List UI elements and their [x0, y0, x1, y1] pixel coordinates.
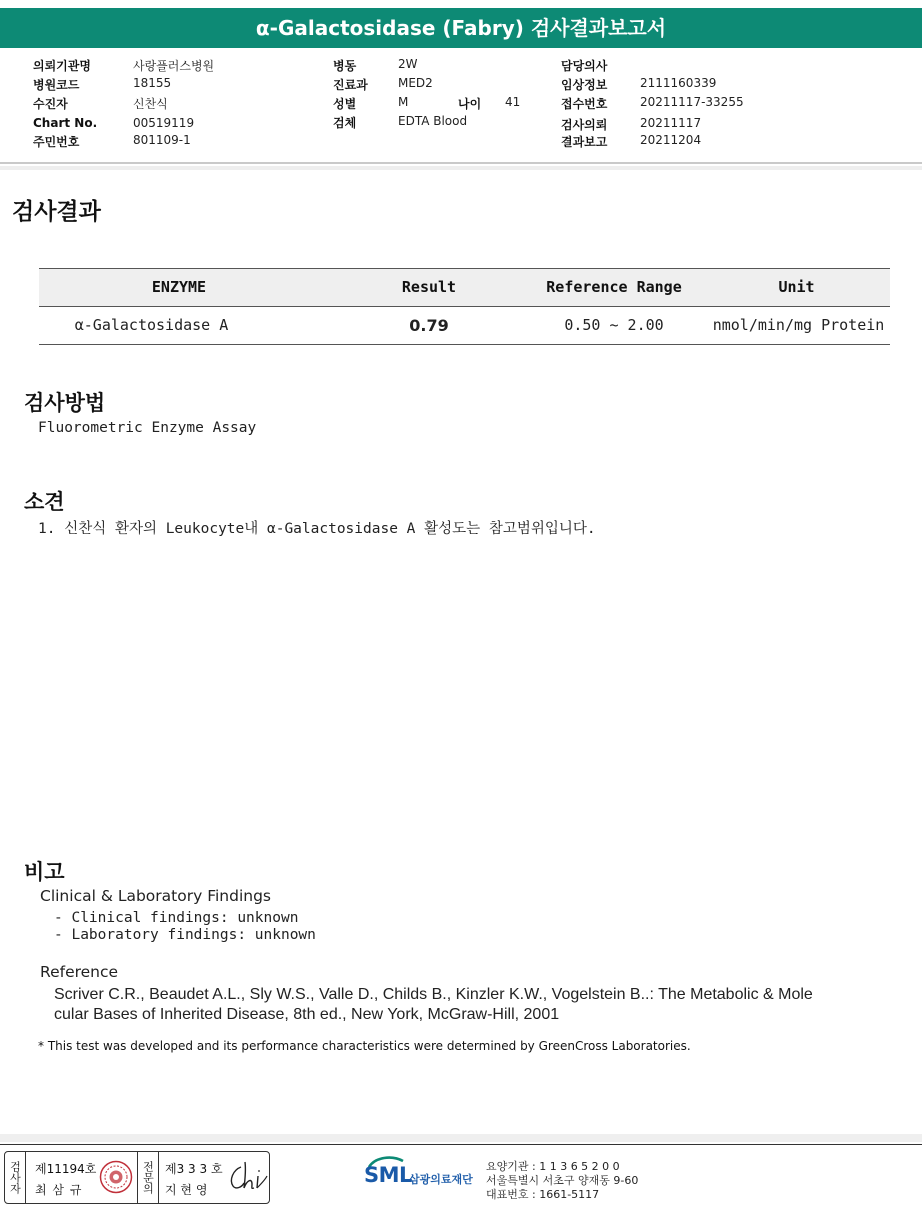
sml-logo [364, 1155, 484, 1197]
sml-logo-text: SML [364, 1163, 412, 1187]
reference-line-1: Scriver C.R., Beaudet A.L., Sly W.S., Valle D., Childs B., Kinzler K.W., Vogelstein B..: The Metabolic & Mole [54, 986, 813, 1003]
info-label: 검사의뢰 [561, 118, 608, 132]
signature-box [4, 1151, 270, 1204]
tester-name: 최 삼 규 [35, 1183, 83, 1197]
finding-laboratory: - Laboratory findings: unknown [54, 927, 316, 943]
disclaimer-note: * This test was developed and its performance characteristics were determined by GreenCross Laboratories. [38, 1039, 691, 1053]
info-label: 진료과 [333, 78, 368, 92]
tester-label: 검사자 [5, 1152, 26, 1203]
remarks-heading: 비고 [24, 860, 65, 884]
method-heading: 검사방법 [24, 391, 106, 415]
table-row [39, 307, 890, 345]
method-text: Fluorometric Enzyme Assay [38, 420, 257, 436]
cell-reference-range: 0.50 ~ 2.00 [564, 316, 664, 334]
info-value: 사랑플러스병원 [133, 59, 215, 73]
report-title: α-Galactosidase (Fabry) 검사결과보고서 [0, 8, 922, 48]
footer-institution-code: 요양기관 : 1 1 3 6 5 2 0 0 [486, 1160, 620, 1173]
info-label: 의뢰기관명 [33, 59, 91, 73]
cell-enzyme: α-Galactosidase A [74, 316, 229, 334]
info-label: Chart No. [33, 116, 98, 130]
opinion-heading: 소견 [24, 490, 65, 514]
age-label: 나이 [458, 97, 482, 111]
info-value: 18155 [133, 76, 172, 90]
info-value: M [398, 95, 409, 109]
finding-clinical: - Clinical findings: unknown [54, 910, 299, 926]
reference-line-2: cular Bases of Inherited Disease, 8th ed., New York, McGraw-Hill, 2001 [54, 1006, 560, 1023]
confirmer-label: 전문의 [137, 1152, 159, 1203]
signature-icon [225, 1158, 269, 1194]
info-value: 20211117 [640, 116, 702, 130]
info-value: 801109-1 [133, 133, 191, 147]
reference-title: Reference [40, 963, 119, 981]
info-label: 담당의사 [561, 59, 608, 73]
info-label: 성별 [333, 97, 357, 111]
info-value: 20211117-33255 [640, 95, 744, 109]
patient-info [0, 0, 922, 160]
info-label: 결과보고 [561, 135, 608, 149]
info-label: 검체 [333, 116, 357, 130]
table-header [39, 268, 890, 307]
info-value: 2W [398, 57, 418, 71]
info-value: 20211204 [640, 133, 702, 147]
footer-phone: 대표번호 : 1661-5117 [486, 1188, 600, 1201]
header-result: Result [401, 278, 457, 296]
header-enzyme: ENZYME [151, 278, 207, 296]
info-label: 임상정보 [561, 78, 608, 92]
info-value: 2111160339 [640, 76, 717, 90]
info-value: MED2 [398, 76, 433, 90]
age-value: 41 [505, 95, 521, 109]
tester-license-no: 제11194호 [35, 1162, 97, 1176]
info-label: 주민번호 [33, 135, 80, 149]
results-heading: 검사결과 [12, 199, 101, 225]
info-value: 00519119 [133, 116, 195, 130]
official-seal-icon [99, 1160, 133, 1194]
footer-rule [0, 1144, 922, 1145]
info-label: 병동 [333, 59, 357, 73]
confirmer-license-no: 제3 3 3 호 [165, 1162, 223, 1176]
header-unit: Unit [778, 278, 815, 296]
info-label: 병원코드 [33, 78, 80, 92]
opinion-text: 1. 신찬식 환자의 Leukocyte내 α-Galactosidase A 활성도는 참고범위입니다. [38, 521, 596, 537]
info-label: 수진자 [33, 97, 68, 111]
footer-address: 서울특별시 서초구 양재동 9-60 [486, 1174, 639, 1187]
results-table [39, 268, 890, 345]
confirmer-name: 지 현 영 [165, 1183, 208, 1197]
info-value: 신찬식 [133, 97, 168, 111]
info-value: EDTA Blood [398, 114, 468, 128]
findings-title: Clinical & Laboratory Findings [40, 887, 271, 905]
cell-unit: nmol/min/mg Protein [712, 316, 885, 334]
cell-result: 0.79 [409, 316, 449, 335]
info-label: 접수번호 [561, 97, 608, 111]
info-divider [0, 162, 922, 164]
sml-org-name: 삼광의료재단 [409, 1173, 473, 1186]
info-divider-shadow [0, 166, 922, 170]
header-reference-range: Reference Range [546, 278, 682, 296]
footer-separator [0, 1134, 922, 1142]
